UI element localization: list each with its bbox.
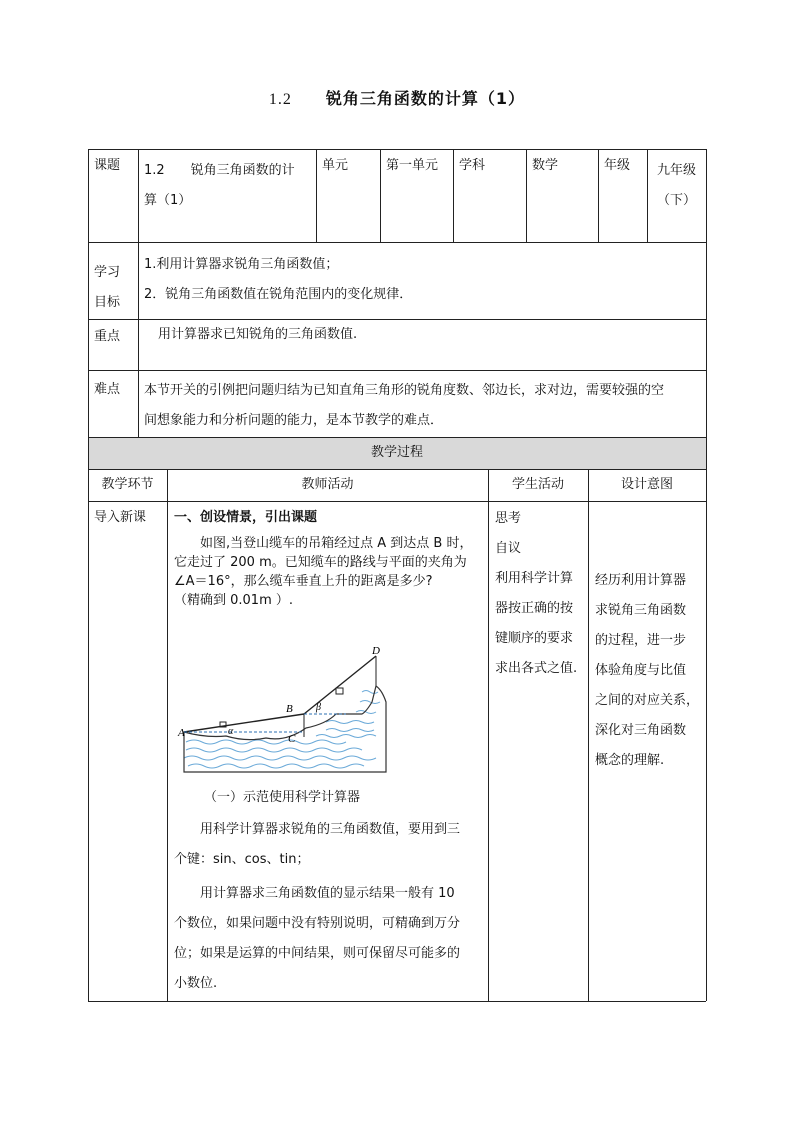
label-c: C xyxy=(288,733,296,745)
design-line: 的过程，进一步 xyxy=(595,633,687,648)
course-value-line1: 1.2 锐角三角函数的计 xyxy=(144,163,295,178)
objectives-label-line2: 目标 xyxy=(94,295,121,310)
course-label: 课题 xyxy=(94,158,121,173)
grade-value-line2: （下） xyxy=(656,193,696,208)
para1-line2: 个键：sin、cos、tin； xyxy=(174,852,310,867)
para2-line3: 位；如果是运算的中间结果，则可保留尽可能多的 xyxy=(174,946,461,961)
design-line: 体验角度与比值 xyxy=(595,663,687,678)
objective-item-1: 1.利用计算器求锐角三角函数值； xyxy=(144,257,339,272)
course-value xyxy=(144,156,314,216)
student-activity xyxy=(495,504,587,684)
cable-car-figure xyxy=(176,642,390,778)
student-line: 键顺序的要求 xyxy=(495,631,574,646)
design-intent xyxy=(595,566,705,776)
problem-line4: （精确到 0.01m ）. xyxy=(174,593,294,608)
design-line: 求锐角三角函数 xyxy=(595,603,687,618)
col-teacher-header: 教师活动 xyxy=(301,477,354,492)
col-stage-header: 教学环节 xyxy=(101,477,154,492)
grade-value xyxy=(648,156,705,216)
problem-text xyxy=(174,534,484,610)
problem-line3: ∠A＝16°，那么缆车垂直上升的距离是多少? xyxy=(174,574,433,589)
difficulty-line1: 本节开关的引例把问题归结为已知直角三角形的锐角度数、邻边长，求对边，需要较强的空 xyxy=(144,383,665,398)
subject-label: 学科 xyxy=(459,158,486,173)
problem-line2: 它走过了 200 m。已知缆车的路线与平面的夹角为 xyxy=(174,555,467,570)
grade-value-line1: 九年级 xyxy=(656,163,696,178)
stage-label: 导入新课 xyxy=(94,510,147,525)
unit-value: 第一单元 xyxy=(386,158,439,173)
design-line: 经历利用计算器 xyxy=(595,573,687,588)
student-line: 利用科学计算 xyxy=(495,571,574,586)
water-hatch xyxy=(184,691,380,769)
title-number: 1.2 xyxy=(268,91,292,108)
para2-line2: 个数位，如果问题中没有特别说明，可精确到万分 xyxy=(174,916,461,931)
grade-label: 年级 xyxy=(604,158,631,173)
objective-item-2: 2．锐角三角函数值在锐角范围内的变化规律． xyxy=(144,287,413,302)
difficulty-text xyxy=(144,376,704,436)
label-a: A xyxy=(178,727,185,739)
student-line: 自议 xyxy=(495,541,522,556)
para1-line1: 用科学计算器求锐角的三角函数值，要用到三 xyxy=(200,822,461,837)
student-line: 求出各式之值. xyxy=(495,661,578,676)
demo-heading: （一）示范使用科学计算器 xyxy=(204,790,361,805)
label-d: D xyxy=(372,645,380,657)
label-b: B xyxy=(286,703,293,715)
objectives-list xyxy=(144,250,412,310)
design-line: 之间的对应关系， xyxy=(595,693,700,708)
section-heading: 一、创设情景，引出课题 xyxy=(174,510,318,525)
label-beta: β xyxy=(316,702,321,713)
para2-line1: 用计算器求三角函数值的显示结果一般有 10 xyxy=(200,886,455,901)
col-student-header: 学生活动 xyxy=(511,477,564,492)
design-line: 概念的理解. xyxy=(595,753,665,768)
unit-label: 单元 xyxy=(322,158,349,173)
student-line: 器按正确的按 xyxy=(495,601,574,616)
key-point-text: 用计算器求已知锐角的三角函数值. xyxy=(158,327,358,342)
difficulty-line2: 间想象能力和分析问题的能力，是本节教学的难点． xyxy=(144,413,444,428)
label-alpha: α xyxy=(228,726,234,737)
problem-line1: 如图,当登山缆车的吊箱经过点 A 到达点 B 时， xyxy=(200,536,473,551)
subject-value: 数学 xyxy=(532,158,559,173)
objectives-label xyxy=(94,258,120,318)
calculator-paragraph-2 xyxy=(174,879,484,999)
student-line: 思考 xyxy=(495,511,522,526)
col-design-header: 设计意图 xyxy=(620,477,673,492)
para2-line4: 小数位. xyxy=(174,976,218,991)
calculator-paragraph-1 xyxy=(174,815,484,875)
title-text: 锐角三角函数的计算（1） xyxy=(325,89,526,108)
process-title: 教学过程 xyxy=(370,445,423,460)
course-value-line2: 算（1） xyxy=(144,193,192,208)
key-point-label: 重点 xyxy=(94,329,121,344)
design-line: 深化对三角函数 xyxy=(595,723,687,738)
difficulty-label: 难点 xyxy=(94,382,121,397)
document-title xyxy=(0,86,794,109)
objectives-label-line1: 学习 xyxy=(94,265,121,280)
